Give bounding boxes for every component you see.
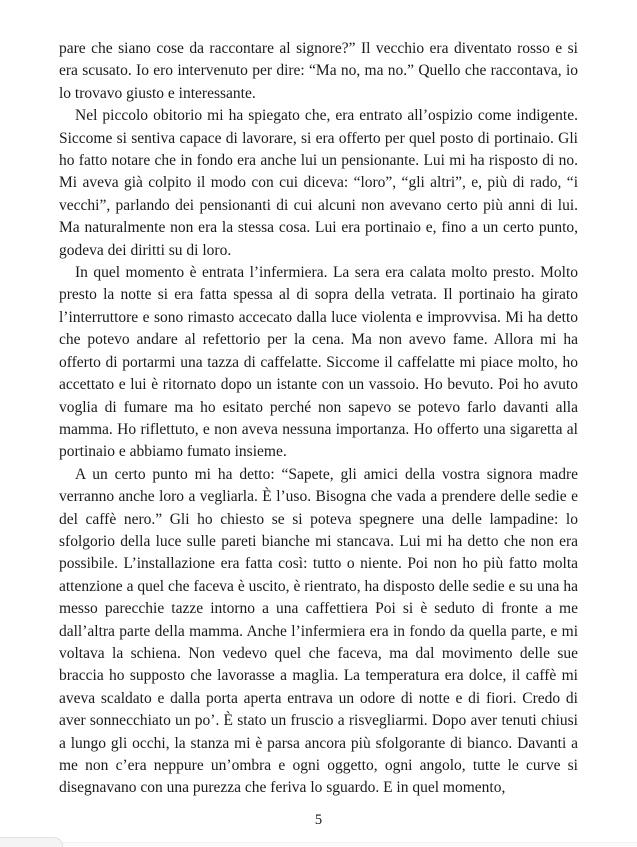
paragraph-continuation: pare che siano cose da raccontare al signore?” Il vecchio era diventato rosso e si era scusato. Io ero intervenuto per dire: “Ma no, ma no.” Quello che raccontava, io lo trovavo giusto e interessante. [59,40,578,102]
bottom-left-corner-control[interactable] [0,837,63,847]
paragraph: In quel momento è entrata l’infermiera. La sera era calata molto presto. Molto presto la notte si era fatta spessa al di sopra della vetrata. Il portinaio ha girato l’interruttore e sono rimasto accecato dalla luce violenta e improvvisa. Mi ha detto che potevo andare al refettorio per la cena. Ma non avevo fame. Allora mi ha offerto di portarmi una tazza di caffelatte. Siccome il caffelatte mi piace molto, ho accettato e lui è ritornato dopo un istante con un vassoio. Ho bevuto. Poi ho avuto voglia di fumare ma ho esitato perché non sapevo se potevo farlo davanti alla mamma. Ho riflettuto, e non aveva nessuna importanza. Ho offerto una sigaretta al portinaio e abbiamo fumato insieme. [59,264,578,461]
paragraph: Nel piccolo obitorio mi ha spiegato che, era entrato all’ospizio come indigente. Siccome si sentiva capace di lavorare, si era offerto per quel posto di portinaio. Gli ho fatto notare che in fondo era anche lui un pensionante. Lui mi ha risposto di no. Mi aveva già colpito il modo con cui diceva: “loro”, “gli altri”, e, più di rado, “i vecchi”, parlando dei pensionanti di cui alcuni non avevano certo più anni di lui. Ma naturalmente non era la stessa cosa. Lui era portinaio e, fino a un certo punto, godeva dei diritti su di loro. [59,107,578,259]
body-text [59,38,578,800]
page-number: 5 [314,812,323,828]
paragraph: A un certo punto mi ha detto: “Sapete, gli amici della vostra signora madre verranno anche loro a vegliarla. È l’uso. Bisogna che vada a prendere delle sedie e del caffè nero.” Gli ho chiesto se si poteva spegnere una delle lampadine: lo sfolgorio della luce sulle pareti bianche mi stancava. Lui mi ha detto che non era possibile. L’installazione era fatta così: tutto o niente. Poi non ho più fatto molta attenzione a quel che faceva è uscito, è rientrato, ha disposto delle sedie e su una ha messo parecchie tazze intorno a una caffettiera Poi si è seduto di fronte a me dall’altra parte della mamma. Anche l’infermiera era in fondo da quella parte, e mi voltava la schiena. Non vedevo quel che faceva, ma dal movimento delle sue braccia ho supposto che lavorasse a maglia. La temperatura era dolce, il caffè mi aveva scaldato e dalla porta aperta entrava un odore di notte e di fiori. Credo di aver sonnecchiato un po’. È stato un fruscio a risvegliarmi. Dopo aver tenuti chiusi a lungo gli occhi, la stanza mi è parsa ancora più sfolgorante di bianco. Davanti a me non c’era neppure un’ombra e ogni oggetto, ogni angolo, tutte le curve si disegnavano con una purezza che feriva lo sguardo. E in quel momento, [59,465,578,797]
bottom-edge-strip [0,842,637,847]
